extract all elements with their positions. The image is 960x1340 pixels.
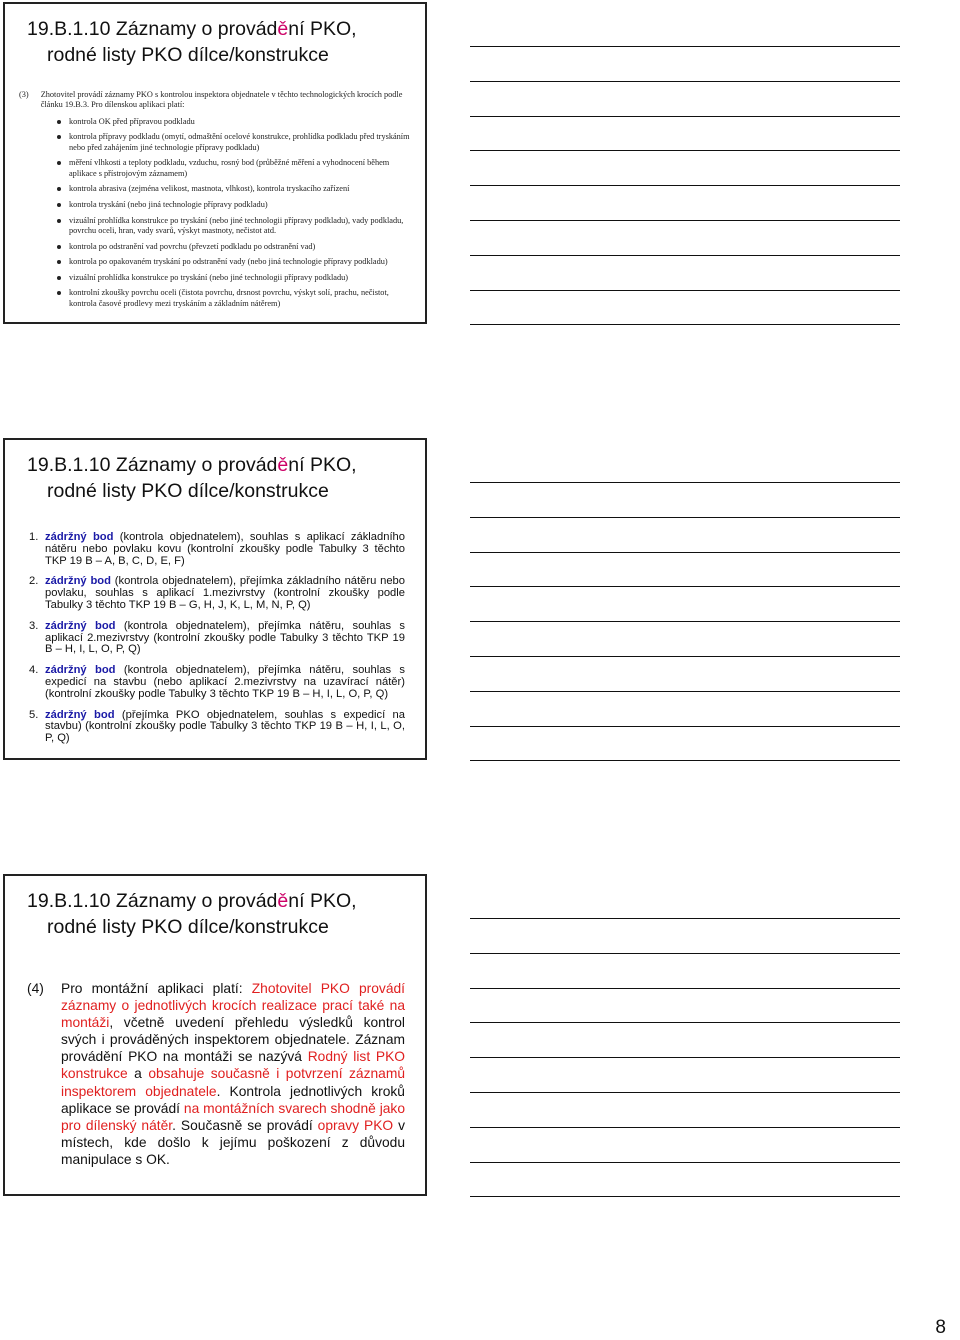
note-line [470,586,900,587]
text-segment: Zhotovitel PKO provádí záznamy o jednotlivých krocích realizace prací také na montáži [61,981,405,1031]
note-line [470,760,900,761]
text-segment: obsahuje současně i potvrzení záznamů inspektorem objednatele [61,1066,405,1099]
text-segment: , včetně uvedení přehledu výsledků kontrol svých i prováděných inspektorem objednatele. Záznam provádění PKO na montáži se nazývá [61,1015,405,1065]
note-line [470,290,900,291]
page-number: 8 [935,1317,946,1338]
list-item: kontrola abrasiva (zejména velikost, mastnota, vlhkost), kontrola tryskacího zařízení [19,184,415,194]
slide-title [27,888,415,940]
list-item: měření vlhkosti a teploty podkladu, vzduchu, rosný bod (průběžné měření a vyhodnocení během aplikace s přístrojovým záznamem) [19,158,415,179]
note-line [470,46,900,47]
list-item: 3. zádržný bod (kontrola objednatelem), přejímka nátěru, souhlas s aplikací 2.mezivrstvy (kontrolní zkoušky podle Tabulky 3 těchto TKP 19 B – H, I, L, O, P, Q) [29,619,405,656]
note-line [470,552,900,553]
note-line [470,150,900,151]
slide-title [27,16,415,68]
text-segment: Rodný list PKO konstrukce [61,1049,405,1082]
text-segment: opravy PKO [317,1117,394,1133]
note-line [470,255,900,256]
text-segment: Pro montážní aplikaci platí: [61,981,252,996]
list-item: vizuální prohlídka konstrukce po tryskání (nebo jiné technologii přípravy podkladu) [19,273,415,283]
control-steps-list [19,117,415,309]
note-line [470,1022,900,1023]
note-line [470,988,900,989]
text-segment: v místech, kde došlo k jejímu poškození z důvodu manipulace s OK. [61,1117,405,1167]
list-item: kontrola po opakovaném tryskání po odstranění vady (nebo jiná technologie přípravy podkladu) [19,257,415,267]
note-line [470,918,900,919]
note-line [470,1092,900,1093]
intro-paragraph: (3) Zhotovitel provádí záznamy PKO s kontrolou inspektora objednatele v těchto technologických krocích podle článku 19.B.3. Pro dílenskou aplikaci platí: [19,90,403,110]
list-item: kontrola OK před přípravou podkladu [19,117,415,127]
text-segment: . Současně se provádí [172,1117,318,1133]
montage-paragraph [27,980,405,1168]
slide-1 [3,2,427,324]
title-line-2: rodné listy PKO dílce/konstrukce [47,480,329,502]
text-segment: . Kontrola jednotlivých kroků aplikace se provádí [61,1083,405,1116]
note-line [470,691,900,692]
note-line [470,953,900,954]
scanned-text [19,90,415,314]
list-item: kontrola po odstranění vad povrchu (převzetí podkladu po odstranění vad) [19,242,415,252]
note-line [470,621,900,622]
title-line-1: 19.B.1.10 Záznamy o provádění PKO, [27,454,357,476]
list-item: kontrola přípravy podkladu (omytí, odmaštění ocelové konstrukce, prohlídka podkladu před tryskáním nebo před zahájením jiné technologie přípravy podkladu) [19,132,415,153]
note-line [470,1057,900,1058]
paragraph-number: (4) [27,981,44,996]
note-line [470,726,900,727]
note-line [470,656,900,657]
paragraph-text [61,980,405,1168]
hold-points-list [29,532,405,754]
title-line-2: rodné listy PKO dílce/konstrukce [47,916,329,938]
note-line [470,1162,900,1163]
note-line [470,517,900,518]
note-line [470,482,900,483]
note-line [470,324,900,325]
slide-3 [3,874,427,1196]
list-item: kontrola tryskání (nebo jiná technologie přípravy podkladu) [19,200,415,210]
note-line [470,185,900,186]
list-item: 4. zádržný bod (kontrola objednatelem), přejímka nátěru, souhlas s expedicí na stavbu (nebo aplikací 2.mezivrstvy na uzavírací nátěr) (kontrolní zkoušky podle Tabulky 3 těchto TKP 19 B – H, I, L, O, P, Q) [29,664,405,700]
note-line [470,81,900,82]
note-line [470,220,900,221]
list-item: 5. zádržný bod (přejímka PKO objednatelem, souhlas s expedicí na stavbu) (kontrolní zkoušky podle Tabulky 3 těchto TKP 19 B – H, I, L, O, P, Q) [29,708,406,745]
text-segment: na montážních svarech shodně jako pro dílenský nátěr [61,1100,405,1133]
slide-title [27,452,415,504]
title-line-1: 19.B.1.10 Záznamy o provádění PKO, [27,18,357,40]
title-line-1: 19.B.1.10 Záznamy o provádění PKO, [27,890,357,912]
list-item: vizuální prohlídka konstrukce po tryskání (nebo jiné technologii přípravy podkladu), vady podkladu, povrchu oceli, hran, vady svarů, výskyt mastnoty, nečistot atd. [19,216,415,237]
list-item: kontrolní zkoušky povrchu oceli (čistota povrchu, drsnost povrchu, výskyt solí, prachu, nečistot, kontrola časové prodlevy mezi tryskáním a základním nátěrem) [19,288,415,309]
slide-2 [3,438,427,760]
note-line [470,1127,900,1128]
text-segment: a [127,1066,149,1082]
note-line [470,116,900,117]
list-item: 1. zádržný bod (kontrola objednatelem), souhlas s aplikací základního nátěru nebo povlaku kovu (kontrolní zkoušky podle Tabulky 3 těchto TKP 19 B – A, B, C, D, E, F) [29,531,406,567]
title-line-2: rodné listy PKO dílce/konstrukce [47,44,329,66]
list-item: 2. zádržný bod (kontrola objednatelem), přejímka základního nátěru nebo povlaku, souhlas s aplikací 1.mezivrstvy (kontrolní zkoušky podle Tabulky 3 těchto TKP 19 B – G, H, J, K, L, M, N, P, Q) [29,575,405,611]
note-line [470,1196,900,1197]
